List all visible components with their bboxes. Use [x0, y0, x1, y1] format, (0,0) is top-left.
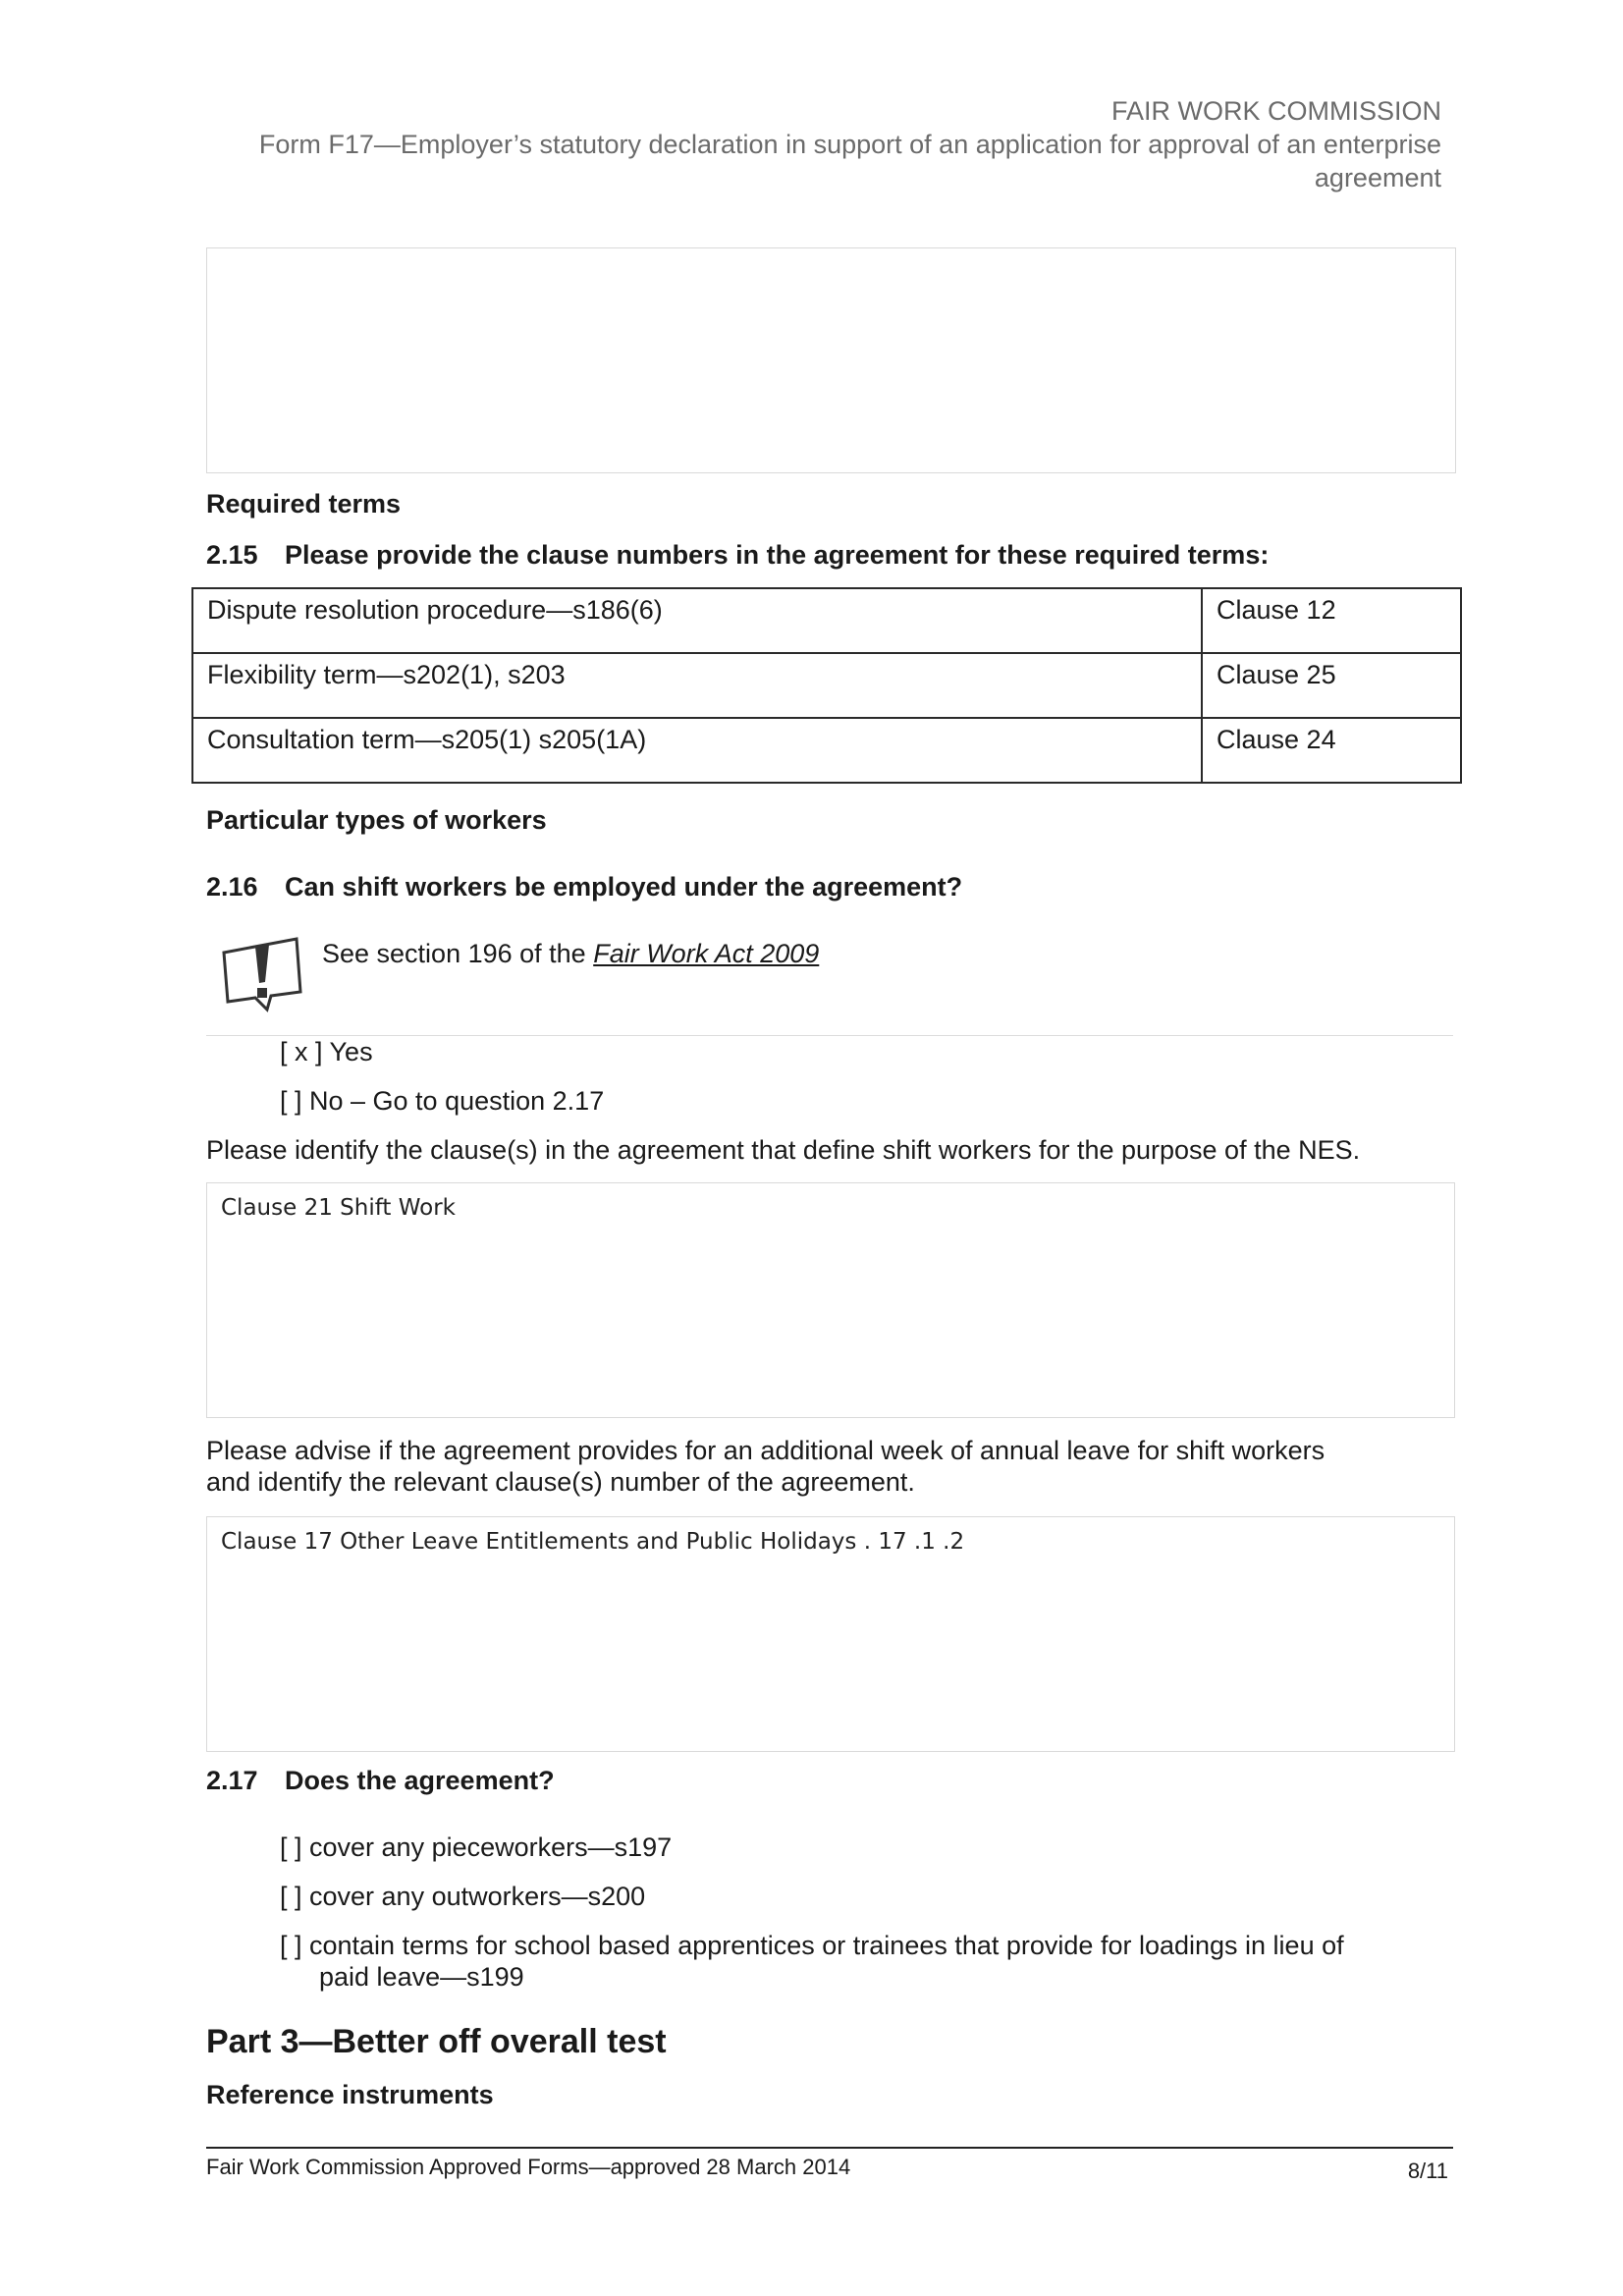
question-number: 2.15 — [206, 540, 258, 570]
question-text: Can shift workers be employed under the agreement? — [285, 872, 963, 902]
term-cell: Dispute resolution procedure—s186(6) — [192, 588, 1202, 653]
option-apprentices-cont: paid leave—s199 — [319, 1962, 524, 1992]
option-apprentices[interactable]: [ ] contain terms for school based apprentices or trainees that provide for loadings in lieu of — [280, 1931, 1344, 1960]
footer-text: Fair Work Commission Approved Forms—approved 28 March 2014 — [206, 2155, 851, 2179]
option-yes[interactable]: [ x ] Yes — [280, 1037, 373, 1066]
divider — [206, 1035, 1453, 1036]
clause-cell[interactable]: Clause 12 — [1202, 588, 1461, 653]
header-form-title-cont: agreement — [1314, 163, 1441, 192]
question-2-17 — [206, 1766, 555, 1796]
header-form-title: Form F17—Employer’s statutory declaration in support of an application for approval of an enterprise — [258, 130, 1441, 159]
fair-work-act-link[interactable]: Fair Work Act 2009 — [593, 939, 820, 968]
shift-clause-answer: Clause 21 Shift Work — [221, 1195, 456, 1221]
table-row — [192, 718, 1461, 783]
advise-text-line1: Please advise if the agreement provides for an additional week of annual leave for shift workers — [206, 1436, 1325, 1465]
option-pieceworkers[interactable]: [ ] cover any pieceworkers—s197 — [280, 1832, 673, 1862]
footer-rule — [206, 2147, 1453, 2149]
required-terms-heading: Required terms — [206, 489, 402, 519]
page-number: 8/11 — [1407, 2159, 1448, 2183]
warning-icon — [214, 931, 308, 1013]
term-cell: Consultation term—s205(1) s205(1A) — [192, 718, 1202, 783]
clause-cell[interactable]: Clause 24 — [1202, 718, 1461, 783]
annual-leave-answer: Clause 17 Other Leave Entitlements and Public Holidays . 17 .1 .2 — [221, 1529, 965, 1555]
shift-clause-answer-box[interactable] — [206, 1182, 1455, 1418]
question-number: 2.16 — [206, 872, 258, 902]
answer-box-previous[interactable] — [206, 247, 1456, 473]
option-outworkers[interactable]: [ ] cover any outworkers—s200 — [280, 1882, 646, 1911]
identify-shift-text: Please identify the clause(s) in the agreement that define shift workers for the purpose of the NES. — [206, 1135, 1361, 1165]
note-text — [322, 937, 819, 970]
part3-heading: Part 3—Better off overall test — [206, 2023, 667, 2060]
note-prefix: See section 196 of the — [322, 939, 594, 968]
question-text: Please provide the clause numbers in the agreement for these required terms: — [285, 540, 1270, 570]
required-terms-table — [191, 587, 1462, 784]
question-number: 2.17 — [206, 1766, 258, 1795]
table-row — [192, 588, 1461, 653]
header-org: FAIR WORK COMMISSION — [1110, 96, 1441, 126]
table-row — [192, 653, 1461, 718]
advise-text-line2: and identify the relevant clause(s) number of the agreement. — [206, 1467, 915, 1497]
clause-cell[interactable]: Clause 25 — [1202, 653, 1461, 718]
reference-instruments-heading: Reference instruments — [206, 2080, 494, 2109]
term-cell: Flexibility term—s202(1), s203 — [192, 653, 1202, 718]
question-text: Does the agreement? — [285, 1766, 555, 1795]
question-2-15 — [206, 540, 1269, 571]
option-no[interactable]: [ ] No – Go to question 2.17 — [280, 1086, 605, 1116]
annual-leave-answer-box[interactable] — [206, 1516, 1455, 1752]
workers-heading: Particular types of workers — [206, 805, 547, 835]
question-2-16 — [206, 872, 962, 902]
